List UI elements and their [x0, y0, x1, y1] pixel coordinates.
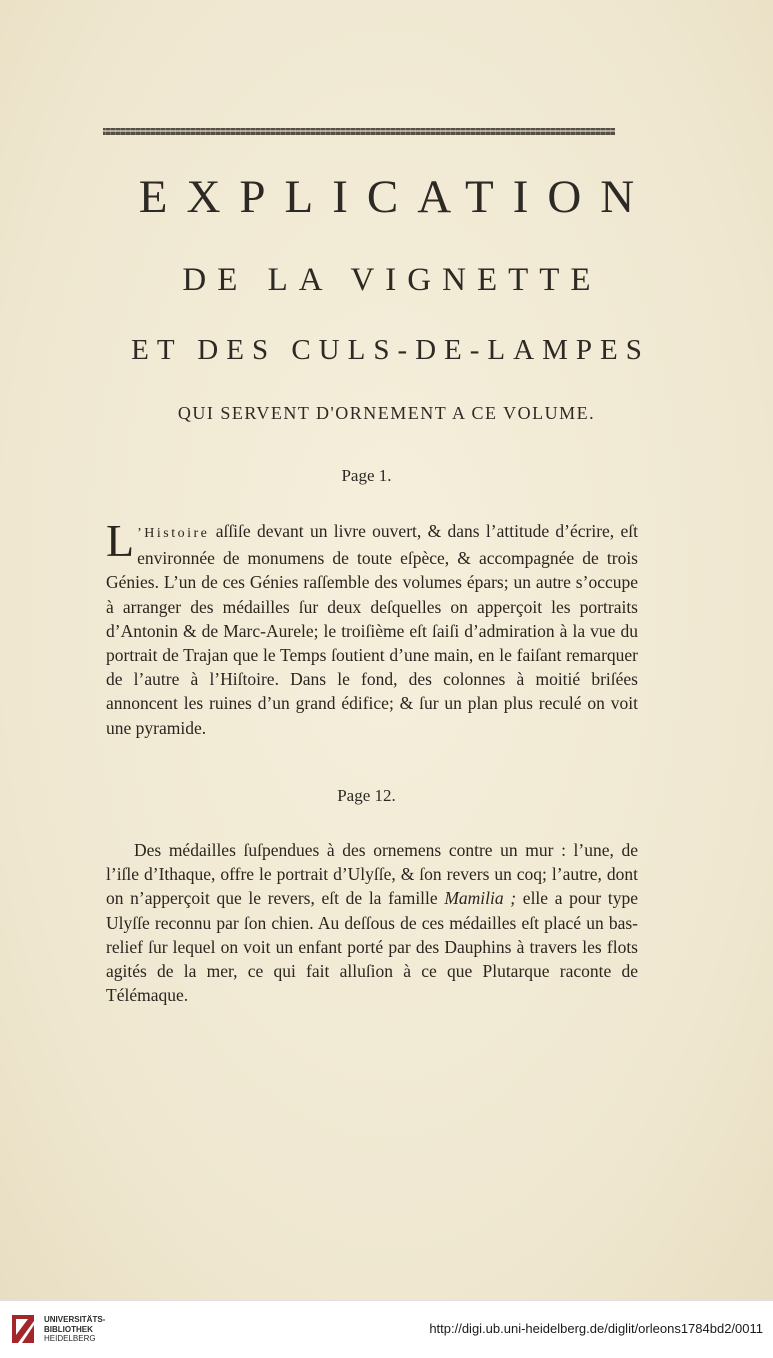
lead-smallcaps: ’Histoire — [137, 526, 210, 541]
section-1-paragraph — [106, 515, 638, 740]
section-2-italic: Mamilia ; — [444, 888, 517, 909]
logo-line-3: HEIDELBERG — [44, 1334, 96, 1343]
title-line-1: EXPLICATION — [138, 171, 654, 223]
section-1-body: aſſiſe devant un livre ouvert, & dans l’attitude d’écrire, eſt environnée de monumens de toute eſpèce, & accompagnée de trois Génies. L’un de ces Génies raſſemble des volumes épars; un autre s’occupe à arranger des médailles ſur deux deſquelles on apperçoit les portraits d’Antonin & de Marc-Aurele; le troiſième eſt ſaiſi d’admiration à la vue du portrait de Trajan que le Temps ſoutient d’une main, en le faiſant remarquer de l’autre à l’Hiſtoire. Dans le fond, des colonnes à moitié briſées annoncent les ruines d’un grand édifice; & ſur un plan plus reculé on voit une pyramide. — [106, 521, 638, 738]
logo-line-2: BIBLIOTHEK — [44, 1324, 93, 1334]
section-2-page-label: Page 12. — [337, 786, 396, 805]
section-2-body-a: Des médailles ſuſpendues à des ornemens contre un mur : l’une, de l’iſle d’Ithaque, offre le portrait d’Ulyſſe, & ſon revers un coq; l’autre, dont on n’apperçoit que le revers, eſt de la famille — [106, 840, 638, 909]
logo-line-1: UNIVERSITÄTS- — [44, 1315, 106, 1324]
decorative-rule — [103, 128, 615, 135]
section-1-page-label: Page 1. — [341, 466, 392, 485]
drop-cap: L — [106, 515, 135, 566]
section-2-body-b: elle a pour type Ulyſſe reconnu par ſon chien. Au deſſous de ces médailles eſt placé un bas-relief ſur lequel on voit un enfant porté par des Dauphins à travers les flots agités de la mer, ce qui fait alluſion à ce que Plutarque raconte de Télémaque. — [106, 888, 639, 1006]
section-2-paragraph — [106, 838, 638, 1007]
title-line-4: QUI SERVENT D'ORNEMENT A CE VOLUME. — [177, 403, 596, 423]
footer-bar — [0, 1300, 773, 1358]
title-line-3: ET DES CULS-DE-LAMPES — [131, 334, 650, 366]
source-url-link[interactable]: http://digi.ub.uni-heidelberg.de/diglit/orleons1784bd2/0011 — [429, 1321, 763, 1336]
title-line-2: DE LA VIGNETTE — [182, 262, 602, 298]
library-logo-text — [44, 1315, 105, 1344]
library-logo-icon — [8, 1311, 38, 1347]
